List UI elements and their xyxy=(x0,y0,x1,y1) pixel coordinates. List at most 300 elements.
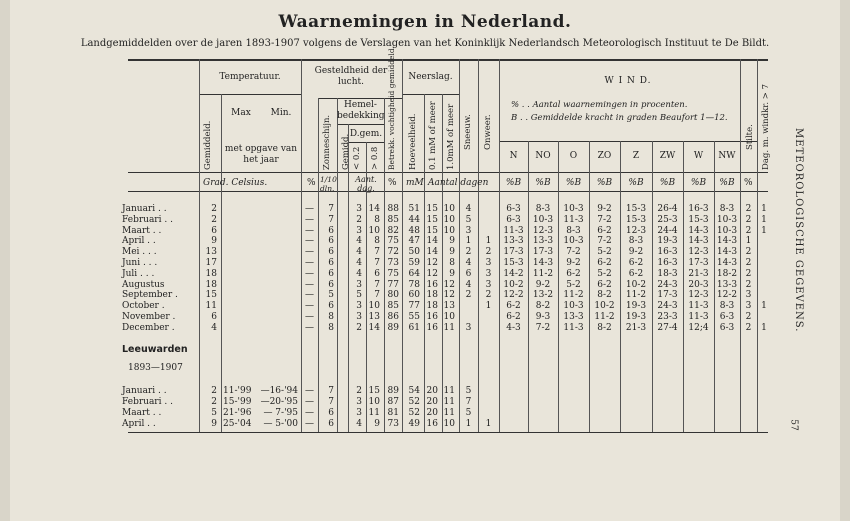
cell-d08: 13 xyxy=(368,312,380,322)
cell-hemel: 6 xyxy=(328,247,334,258)
wind-note-pct: % . . Aantal waarnemingen in procenten. xyxy=(511,100,688,110)
row-month: Februari . . xyxy=(122,214,173,225)
header-min: Min. xyxy=(270,108,292,118)
cell-hemel: 6 xyxy=(328,301,334,312)
cell-zon-dash: — xyxy=(305,419,314,429)
cell-n01: 18 xyxy=(426,301,438,312)
cell-wind: 18-3 xyxy=(657,268,678,279)
cell-hemel: 8 xyxy=(328,312,334,322)
table-top-rule xyxy=(128,59,768,61)
cell-wind: 9-2 xyxy=(597,204,612,214)
unit-pb: %B xyxy=(659,178,676,188)
cell-d02: 3 xyxy=(356,279,362,290)
cell-hemel: 6 xyxy=(328,268,334,279)
cell-n10: 11 xyxy=(443,397,455,407)
cell-wind: 12-3 xyxy=(532,225,554,236)
cell-n01: 18 xyxy=(426,290,438,301)
cell-wind: 15-3 xyxy=(503,258,524,268)
cell-n10: 11 xyxy=(443,408,455,418)
cell-wind: 24-4 xyxy=(657,225,678,236)
cell-sneeuw: 3 xyxy=(465,225,472,236)
header-max: Max xyxy=(231,108,251,118)
cell-wind: 12-3 xyxy=(625,225,647,236)
wind-note-beaufort: B . . Gemiddelde kracht in graden Beaufort 1—12. xyxy=(511,113,728,123)
cell-vocht: 85 xyxy=(387,214,399,225)
cell-neerslag: 52 xyxy=(408,397,420,407)
cell-n01: 15 xyxy=(426,225,438,236)
cell-wind: 17-3 xyxy=(657,290,678,301)
cell-d08: 10 xyxy=(368,301,380,312)
cell-wind: 8-3 xyxy=(628,236,644,247)
cell-d08: 7 xyxy=(374,258,380,268)
row-month: April . . xyxy=(122,236,156,247)
cell-neerslag: 49 xyxy=(408,419,420,429)
cell-zon-dash: — xyxy=(305,268,314,279)
cell-d08: 6 xyxy=(374,268,380,279)
cell-temp: 4 xyxy=(211,322,217,333)
cell-wind: 6-2 xyxy=(506,301,521,312)
cell-vocht: 87 xyxy=(387,397,399,407)
row-month: Juli . . . xyxy=(122,268,155,279)
header-lt02: < 0.2 xyxy=(352,146,362,170)
cell-max: 11-'99 xyxy=(223,386,252,396)
cell-sneeuw: 1 xyxy=(465,419,472,429)
cell-neerslag: 44 xyxy=(408,214,420,225)
cell-wind: 10-2 xyxy=(594,301,615,312)
cell-dagwind: 1 xyxy=(761,204,767,214)
cell-d02: 4 xyxy=(356,268,362,279)
cell-stilte: 2 xyxy=(745,312,752,322)
cell-wind: 17-3 xyxy=(688,258,709,268)
cell-zon-dash: — xyxy=(305,386,314,396)
cell-d08: 7 xyxy=(374,279,380,290)
cell-temp: 9 xyxy=(211,419,217,429)
header-wind: W I N D. xyxy=(604,76,652,86)
cell-vocht: 81 xyxy=(387,408,399,418)
cell-n01: 16 xyxy=(426,322,438,333)
cell-vocht: 89 xyxy=(387,386,399,396)
cell-hemel: 6 xyxy=(328,225,334,236)
cell-n10: 9 xyxy=(449,268,455,279)
cell-wind: 15-3 xyxy=(688,214,709,225)
cell-wind: 16-3 xyxy=(657,247,678,258)
cell-hemel: 7 xyxy=(328,386,334,396)
cell-n10: 11 xyxy=(443,386,455,396)
header-dir-w: W xyxy=(693,151,704,161)
row-month: Februari . . xyxy=(122,397,173,407)
cell-vocht: 82 xyxy=(387,225,399,236)
cell-n10: 12 xyxy=(443,279,455,290)
cell-zon-dash: — xyxy=(305,408,314,418)
units-rule xyxy=(128,191,768,192)
cell-n10: 10 xyxy=(443,312,455,322)
cell-wind: 11-3 xyxy=(688,301,709,312)
row-month: Maart . . xyxy=(122,408,162,418)
vline xyxy=(221,94,222,432)
cell-wind: 11-2 xyxy=(594,312,615,322)
cell-n10: 9 xyxy=(449,247,455,258)
rule-neer xyxy=(402,94,459,95)
cell-wind: 8-3 xyxy=(719,204,735,214)
cell-neerslag: 52 xyxy=(408,408,420,418)
cell-wind: 5-2 xyxy=(566,279,581,290)
cell-n01: 15 xyxy=(426,214,438,225)
cell-min: — 7-'95 xyxy=(263,408,298,418)
cell-n01: 14 xyxy=(426,247,438,258)
cell-d02: 5 xyxy=(356,290,362,301)
unit-aantal-dagen: Aantal dagen xyxy=(428,178,489,188)
cell-zon-dash: — xyxy=(305,322,314,333)
cell-wind: 9-2 xyxy=(535,279,551,290)
cell-vocht: 75 xyxy=(387,268,399,279)
cell-hemel: 7 xyxy=(328,204,334,214)
cell-vocht: 75 xyxy=(387,236,399,247)
cell-wind: 11-2 xyxy=(625,290,647,301)
cell-wind: 9-2 xyxy=(566,258,581,268)
cell-n10: 13 xyxy=(443,301,455,312)
cell-n10: 10 xyxy=(443,214,455,225)
cell-neerslag: 48 xyxy=(408,225,420,236)
cell-wind: 7-2 xyxy=(597,236,612,247)
cell-d02: 2 xyxy=(356,386,362,396)
cell-stilte: 2 xyxy=(745,258,752,268)
row-month: December . xyxy=(122,322,175,333)
cell-d02: 2 xyxy=(356,214,362,225)
row-month: Augustus xyxy=(122,279,165,290)
unit-pb: %B xyxy=(719,178,735,188)
cell-d02: 3 xyxy=(356,397,362,407)
row-month: Januari . . xyxy=(122,204,167,214)
cell-wind: 10-2 xyxy=(625,279,647,290)
page-title: Waarnemingen in Nederland. xyxy=(278,12,572,32)
header-dir-n: N xyxy=(509,151,518,161)
cell-wind: 11-3 xyxy=(688,312,709,322)
cell-vocht: 77 xyxy=(387,279,399,290)
cell-neerslag: 51 xyxy=(408,204,420,214)
row-month: Mei . . . xyxy=(122,247,157,258)
cell-wind: 8-2 xyxy=(535,301,551,312)
cell-wind: 6-2 xyxy=(597,225,612,236)
cell-d02: 4 xyxy=(356,247,362,258)
header-sneeuw: Sneeuw. xyxy=(463,114,473,150)
rule-temp xyxy=(199,94,301,95)
cell-wind: 15-3 xyxy=(625,204,647,214)
unit-pct-vocht: % xyxy=(388,178,397,188)
cell-sneeuw: 5 xyxy=(465,408,472,418)
cell-vocht: 73 xyxy=(387,258,399,268)
cell-neerslag: 47 xyxy=(408,236,420,247)
cell-wind: 19-3 xyxy=(625,312,647,322)
cell-n10: 9 xyxy=(449,236,455,247)
cell-wind: 7-2 xyxy=(566,247,581,258)
cell-max: 21-'96 xyxy=(223,408,252,418)
cell-dagwind: 1 xyxy=(761,214,767,225)
cell-zon-dash: — xyxy=(305,204,314,214)
cell-neerslag: 77 xyxy=(408,301,420,312)
cell-sneeuw: 4 xyxy=(465,279,472,290)
header-betrekk: Betrekk. vochtigheid gemiddeld. xyxy=(387,45,396,170)
cell-wind: 8-3 xyxy=(566,225,581,236)
cell-wind: 16-3 xyxy=(688,204,709,214)
cell-max: 25-'04 xyxy=(223,419,252,429)
cell-d02: 2 xyxy=(356,322,362,333)
cell-neerslag: 55 xyxy=(408,312,420,322)
station-name: Leeuwarden xyxy=(122,344,188,355)
row-month: April . . xyxy=(122,419,156,429)
header-neerslag: Neerslag. xyxy=(408,72,453,82)
cell-min: — 5-'00 xyxy=(263,419,298,429)
cell-wind: 12;4 xyxy=(688,322,709,333)
cell-onweer: 3 xyxy=(485,279,492,290)
header-10mm: 1.0mM of meer xyxy=(446,103,456,170)
cell-hemel: 8 xyxy=(328,322,334,333)
cell-neerslag: 54 xyxy=(408,386,420,396)
cell-wind: 14-3 xyxy=(716,236,738,247)
cell-d02: 4 xyxy=(356,419,362,429)
cell-temp: 5 xyxy=(211,408,217,418)
cell-wind: 17-3 xyxy=(532,247,554,258)
cell-sneeuw: 6 xyxy=(465,268,472,279)
cell-d08: 14 xyxy=(368,322,380,333)
cell-wind: 6-2 xyxy=(597,258,612,268)
cell-n10: 12 xyxy=(443,290,455,301)
cell-wind: 19-3 xyxy=(625,301,647,312)
cell-wind: 7-2 xyxy=(597,214,612,225)
unit-dln: 1/10 dln. xyxy=(320,175,337,193)
cell-wind: 26-4 xyxy=(657,204,678,214)
cell-hemel: 6 xyxy=(328,419,334,429)
header-dir-zo: ZO xyxy=(597,151,612,161)
row-month: Juni . . . xyxy=(122,258,158,268)
cell-vocht: 89 xyxy=(387,322,399,333)
cell-temp: 15 xyxy=(205,290,217,301)
cell-wind: 11-3 xyxy=(503,225,524,236)
unit-mm: mM xyxy=(406,178,424,188)
cell-wind: 24-3 xyxy=(657,301,678,312)
cell-vocht: 72 xyxy=(387,247,399,258)
cell-wind: 11-2 xyxy=(563,290,584,301)
row-month: November . xyxy=(122,312,176,322)
cell-wind: 13-3 xyxy=(563,312,584,322)
cell-sneeuw: 4 xyxy=(465,204,472,214)
unit-pct-stilte: % xyxy=(744,178,753,188)
cell-d08: 8 xyxy=(374,214,380,225)
cell-stilte: 2 xyxy=(745,214,752,225)
header-rule xyxy=(128,172,768,173)
cell-dagwind: 1 xyxy=(761,225,767,236)
cell-vocht: 85 xyxy=(387,301,399,312)
header-dgem: D.gem. xyxy=(349,129,383,139)
cell-n10: 10 xyxy=(443,419,455,429)
cell-wind: 6-3 xyxy=(506,214,521,225)
cell-temp: 9 xyxy=(211,236,217,247)
cell-n01: 16 xyxy=(426,312,438,322)
cell-sneeuw: 5 xyxy=(465,214,472,225)
vline xyxy=(757,59,758,432)
cell-neerslag: 60 xyxy=(408,290,420,301)
header-hoeveelheid: Hoeveelheid. xyxy=(408,113,418,170)
cell-d02: 3 xyxy=(356,408,362,418)
cell-wind: 7-2 xyxy=(535,322,551,333)
cell-neerslag: 59 xyxy=(408,258,420,268)
cell-wind: 11-3 xyxy=(563,322,584,333)
cell-wind: 10-3 xyxy=(563,236,584,247)
cell-wind: 6-2 xyxy=(506,312,521,322)
page-number: 57 xyxy=(788,419,799,431)
header-dir-zw: ZW xyxy=(659,151,676,161)
cell-wind: 6-2 xyxy=(597,279,612,290)
cell-zon-dash: — xyxy=(305,301,314,312)
cell-wind: 10-3 xyxy=(716,225,738,236)
cell-sneeuw: 5 xyxy=(465,386,472,396)
cell-wind: 23-3 xyxy=(657,312,678,322)
cell-n01: 16 xyxy=(426,419,438,429)
header-stilte: Stilte. xyxy=(745,124,755,150)
cell-d08: 8 xyxy=(374,236,380,247)
cell-wind: 8-2 xyxy=(597,290,612,301)
cell-sneeuw: 1 xyxy=(465,236,472,247)
unit-pct-zon: % xyxy=(307,178,316,188)
cell-zon-dash: — xyxy=(305,397,314,407)
cell-n01: 12 xyxy=(426,258,438,268)
cell-d08: 11 xyxy=(368,408,380,418)
cell-stilte: 2 xyxy=(745,225,752,236)
cell-wind: 21-3 xyxy=(625,322,647,333)
cell-min: —16-'94 xyxy=(260,386,298,396)
cell-stilte: 2 xyxy=(745,247,752,258)
rule-hemel xyxy=(337,124,384,125)
cell-wind: 27-4 xyxy=(657,322,678,333)
header-dir-o: O xyxy=(569,151,578,161)
cell-n10: 10 xyxy=(443,225,455,236)
cell-hemel: 6 xyxy=(328,408,334,418)
cell-temp: 11 xyxy=(205,301,217,312)
cell-vocht: 86 xyxy=(387,312,399,322)
cell-stilte: 1 xyxy=(745,236,752,247)
cell-hemel: 5 xyxy=(328,290,334,301)
cell-wind: 12-2 xyxy=(503,290,524,301)
cell-sneeuw: 4 xyxy=(465,258,472,268)
subtitle: Landgemiddelden over de jaren 1893-1907 volgens de Verslagen van het Koninklijk Nederlandsch Meteorologisch Instituut te De Bildt. xyxy=(80,38,770,49)
cell-vocht: 80 xyxy=(387,290,399,301)
cell-max: 15-'99 xyxy=(223,397,252,407)
cell-temp: 18 xyxy=(205,268,217,279)
unit-pb: %B xyxy=(535,178,551,188)
header-hemelbedekking: Hemel-bedekking xyxy=(337,100,385,121)
cell-wind: 9-3 xyxy=(535,312,551,322)
cell-wind: 13-3 xyxy=(532,236,554,247)
cell-wind: 8-3 xyxy=(719,301,735,312)
cell-onweer: 3 xyxy=(485,268,492,279)
cell-wind: 5-2 xyxy=(597,247,612,258)
cell-stilte: 2 xyxy=(745,279,752,290)
cell-temp: 2 xyxy=(211,386,217,396)
cell-wind: 6-2 xyxy=(566,268,581,279)
cell-n01: 12 xyxy=(426,268,438,279)
cell-sneeuw: 2 xyxy=(465,247,472,258)
cell-d02: 3 xyxy=(356,225,362,236)
cell-zon-dash: — xyxy=(305,225,314,236)
cell-wind: 5-2 xyxy=(597,268,612,279)
station-period: 1893—1907 xyxy=(128,363,183,373)
cell-hemel: 6 xyxy=(328,279,334,290)
row-month: Januari . . xyxy=(122,386,167,396)
cell-wind: 16-3 xyxy=(657,258,678,268)
cell-wind: 14-3 xyxy=(716,258,738,268)
cell-n01: 20 xyxy=(426,408,438,418)
cell-vocht: 73 xyxy=(387,419,399,429)
unit-pb: %B xyxy=(565,178,582,188)
cell-n10: 11 xyxy=(443,322,455,333)
cell-sneeuw: 3 xyxy=(465,322,472,333)
rule-wind xyxy=(499,141,757,142)
cell-wind: 14-2 xyxy=(503,268,524,279)
cell-temp: 17 xyxy=(205,258,217,268)
cell-n01: 20 xyxy=(426,397,438,407)
cell-wind: 10-3 xyxy=(532,214,554,225)
cell-wind: 6-3 xyxy=(719,312,735,322)
table-bottom-rule xyxy=(128,432,768,433)
cell-wind: 21-3 xyxy=(688,268,709,279)
cell-zon-dash: — xyxy=(305,247,314,258)
cell-wind: 25-3 xyxy=(657,214,678,225)
cell-wind: 11-3 xyxy=(563,214,584,225)
cell-d08: 10 xyxy=(368,397,380,407)
cell-temp: 6 xyxy=(211,312,217,322)
cell-wind: 13-3 xyxy=(716,279,738,290)
header-gemidd: Gemidd. xyxy=(341,133,351,170)
cell-wind: 14-3 xyxy=(532,258,554,268)
cell-d08: 10 xyxy=(368,225,380,236)
cell-neerslag: 61 xyxy=(408,322,420,333)
cell-sneeuw: 2 xyxy=(465,290,472,301)
cell-n01: 14 xyxy=(426,236,438,247)
cell-neerslag: 50 xyxy=(408,247,420,258)
cell-wind: 12-3 xyxy=(688,290,709,301)
cell-onweer: 2 xyxy=(485,290,492,301)
cell-n01: 15 xyxy=(426,204,438,214)
cell-wind: 20-3 xyxy=(688,279,709,290)
cell-wind: 14-3 xyxy=(688,236,709,247)
cell-onweer: 2 xyxy=(485,247,492,258)
cell-wind: 18-2 xyxy=(716,268,738,279)
header-dag-windkr: Dag. m. windkr. > 7 xyxy=(761,83,771,170)
cell-wind: 17-3 xyxy=(503,247,524,258)
header-temperatuur: Temperatuur. xyxy=(219,72,281,82)
cell-dagwind: 1 xyxy=(761,301,767,312)
cell-wind: 10-3 xyxy=(563,204,584,214)
cell-wind: 12-3 xyxy=(688,247,709,258)
cell-wind: 24-3 xyxy=(657,279,678,290)
cell-stilte: 2 xyxy=(745,204,752,214)
cell-d02: 3 xyxy=(356,312,362,322)
cell-wind: 14-3 xyxy=(688,225,709,236)
cell-wind: 10-3 xyxy=(563,301,584,312)
cell-wind: 10-2 xyxy=(503,279,524,290)
cell-n01: 16 xyxy=(426,279,438,290)
cell-temp: 2 xyxy=(211,397,217,407)
cell-zon-dash: — xyxy=(305,236,314,247)
cell-wind: 6-2 xyxy=(628,268,644,279)
cell-d02: 3 xyxy=(356,301,362,312)
cell-d08: 14 xyxy=(368,204,380,214)
cell-temp: 6 xyxy=(211,225,217,236)
cell-wind: 6-2 xyxy=(628,258,644,268)
header-met-opgave: met opgave van het jaar xyxy=(224,144,298,165)
cell-d08: 7 xyxy=(374,290,380,301)
unit-aant-dag: Aant. dag. xyxy=(355,175,377,193)
cell-onweer: 1 xyxy=(485,236,492,247)
